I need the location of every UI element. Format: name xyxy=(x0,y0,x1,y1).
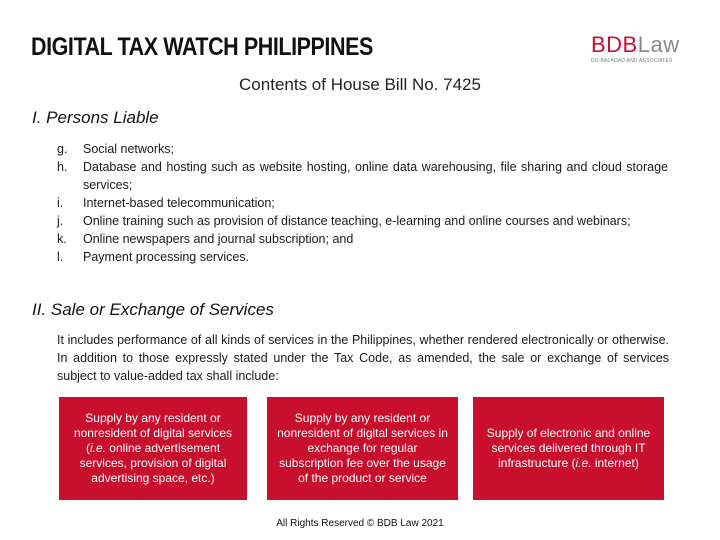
card-text xyxy=(483,426,654,471)
section-heading-sale-of-services: II. Sale or Exchange of Services xyxy=(32,300,274,319)
list-item xyxy=(57,140,668,158)
service-card xyxy=(473,397,664,500)
list-item xyxy=(57,212,668,230)
list-item-text: Payment processing services. xyxy=(83,250,250,264)
card-text-part: online advertisement services, provision of digital advertising space, etc.) xyxy=(79,441,227,485)
card-text-part: Supply by any resident or nonresident of digital services in exchange for regular subscription fee over the usage of the product or service xyxy=(277,411,448,485)
list-marker: i. xyxy=(57,196,64,210)
list-item xyxy=(57,248,668,266)
service-card xyxy=(59,397,247,500)
slide-subtitle: Contents of House Bill No. 7425 xyxy=(239,75,481,94)
card-text-italic: i.e. xyxy=(575,456,592,470)
service-card xyxy=(267,397,458,500)
card-text-part: internet) xyxy=(591,456,639,470)
list-item xyxy=(57,158,668,194)
logo-tagline: DU-BALADAD AND ASSOCIATES xyxy=(591,58,673,64)
list-item xyxy=(57,230,668,248)
logo-part-2: Law xyxy=(637,32,680,57)
card-text xyxy=(277,411,448,486)
card-text-part: Supply by any resident or nonresident of digital services ( xyxy=(73,411,233,455)
list-item-text: Internet-based telecommunication; xyxy=(83,196,275,210)
list-marker: k. xyxy=(57,232,67,246)
sale-of-services-paragraph: It includes performance of all kinds of services in the Philippines, whether rendered electronically or otherwise. In addition to those expressly stated under the Tax Code, as amended, the sale or exchange of services subject to value-added tax shall include: xyxy=(57,333,669,383)
page-title: DIGITAL TAX WATCH PHILIPPINES xyxy=(31,33,373,61)
card-text-part: Supply of electronic and online services delivered through IT infrastructure ( xyxy=(486,426,651,470)
persons-liable-list xyxy=(57,140,668,266)
card-text-italic: i.e. xyxy=(89,441,106,455)
list-item-text: Online training such as provision of distance teaching, e-learning and online courses and webinars; xyxy=(83,214,631,228)
list-item-text: Database and hosting such as website hosting, online data warehousing, file sharing and cloud storage services; xyxy=(83,160,668,192)
list-marker: j. xyxy=(57,214,64,228)
section-heading-persons-liable: I. Persons Liable xyxy=(32,108,159,127)
list-marker: l. xyxy=(57,250,64,264)
list-item-text: Online newspapers and journal subscription; and xyxy=(83,232,354,246)
card-text xyxy=(69,411,237,486)
logo-wordmark xyxy=(591,34,691,56)
footer-copyright: All Rights Reserved © BDB Law 2021 xyxy=(276,518,444,529)
logo-part-1: BDB xyxy=(591,32,638,57)
bdb-law-logo xyxy=(591,34,691,64)
list-marker: g. xyxy=(57,142,68,156)
list-marker: h. xyxy=(57,160,68,174)
list-item-text: Social networks; xyxy=(83,142,175,156)
list-item xyxy=(57,194,668,212)
